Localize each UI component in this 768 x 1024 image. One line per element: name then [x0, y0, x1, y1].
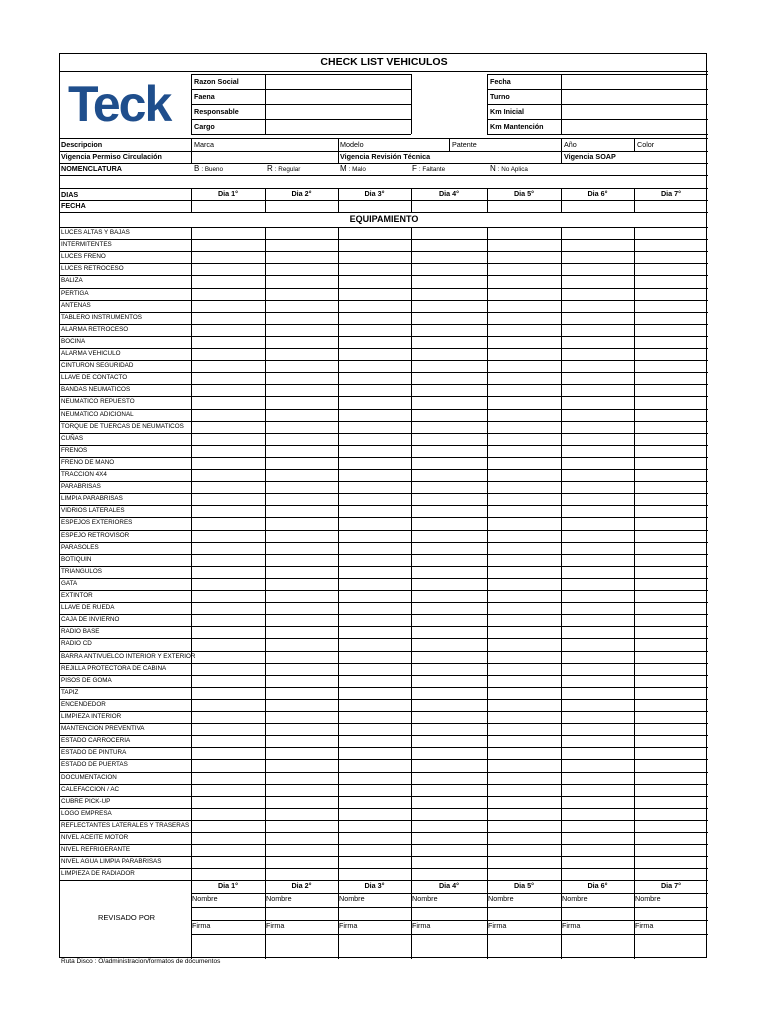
checklist-item: LIMPIA PARABRISAS	[61, 495, 123, 502]
nomen-value: : Malo	[348, 166, 366, 173]
anio-label: Año	[564, 140, 577, 149]
firma-label: Firma	[192, 921, 211, 930]
review-day-4: Dia 5°	[513, 881, 535, 890]
checklist-item: ESTADO DE PINTURA	[61, 749, 127, 756]
checklist-item: BOTIQUIN	[61, 556, 92, 563]
checklist-item: BANDAS NEUMATICOS	[61, 386, 131, 393]
checklist-item: LIMPIEZA INTERIOR	[61, 713, 122, 720]
checklist-item: NIVEL ACEITE MOTOR	[61, 834, 129, 841]
checklist-item: ALARMA VEHICULO	[61, 350, 121, 357]
day-header-0: Dia 1°	[217, 189, 239, 198]
page-title: CHECK LIST VEHICULOS	[320, 56, 448, 68]
section-title: EQUIPAMIENTO	[349, 214, 419, 224]
color-label: Color	[637, 140, 655, 149]
day-header-2: Dia 3°	[364, 189, 385, 198]
day-header-3: Dia 4°	[438, 189, 460, 198]
checklist-item: VIDRIOS LATERALES	[61, 507, 125, 514]
checklist-item: PERTIGA	[61, 290, 89, 297]
checklist-item: FRENO DE MANO	[61, 459, 115, 466]
revision-label: Vigencia Revisión Técnica	[340, 152, 431, 161]
review-day-2: Dia 3°	[364, 881, 385, 890]
nomen-key: R	[267, 164, 273, 173]
footer-path: Ruta Disco : O/administracion/formatos de documentos	[61, 958, 221, 965]
revisado-por-label: REVISADO POR	[98, 913, 156, 922]
nomen-value: : No Aplica	[497, 166, 528, 173]
checklist-item: BOCINA	[61, 338, 86, 345]
checklist-item: EXTINTOR	[61, 592, 93, 599]
header-label-0: Razon Social	[194, 77, 239, 86]
checklist-item: CALEFACCION / AC	[61, 786, 120, 793]
nomenclatura-item-4	[490, 163, 528, 176]
checklist-item: TABLERO INSTRUMENTOS	[61, 314, 142, 321]
firma-label: Firma	[635, 921, 654, 930]
header-label-r1: Turno	[490, 92, 510, 101]
checklist-item: ANTENAS	[61, 302, 91, 309]
nomenclatura-item-0	[194, 163, 223, 176]
checklist-item: NIVEL REFRIGERANTE	[61, 846, 131, 853]
teck-logo: Teck	[68, 76, 171, 132]
nombre-label: Nombre	[192, 894, 218, 903]
checklist-item: REFLECTANTES LATERALES Y TRASERAS	[61, 822, 190, 829]
checklist-item: ESTADO CARROCERIA	[61, 737, 131, 744]
nomen-key: M	[340, 164, 347, 173]
dias-label: DIAS	[61, 190, 79, 199]
checklist-item: CAJA DE INVIERNO	[61, 616, 120, 623]
checklist-item: CUÑAS	[61, 435, 84, 442]
checklist-item: NIVEL AGUA LIMPIA PARABRISAS	[61, 858, 162, 865]
checklist-item: PISOS DE GOMA	[61, 677, 112, 684]
checklist-item: ENCENDEDOR	[61, 701, 106, 708]
checklist-item: PARABRISAS	[61, 483, 101, 490]
firma-label: Firma	[412, 921, 431, 930]
review-day-5: Dia 6°	[587, 881, 608, 890]
checklist-item: ESTADO DE PUERTAS	[61, 761, 128, 768]
checklist-item: MANTENCION PREVENTIVA	[61, 725, 145, 732]
header-label-1: Faena	[194, 92, 215, 101]
checklist-item: LUCES RETROCESO	[61, 265, 124, 272]
checklist-sheet	[59, 53, 707, 958]
nombre-label: Nombre	[635, 894, 661, 903]
fecha-label: FECHA	[61, 201, 86, 210]
nomenclatura-item-3	[412, 163, 445, 176]
checklist-item: TRIANGULOS	[61, 568, 102, 575]
nomen-value: : Faltante	[418, 166, 446, 173]
checklist-item: DOCUMENTACION	[61, 774, 117, 781]
review-day-3: Dia 4°	[438, 881, 460, 890]
checklist-item: LIMPIEZA DE RADIADOR	[61, 870, 135, 877]
header-label-2: Responsable	[194, 107, 239, 116]
checklist-item: RADIO CD	[61, 640, 92, 647]
patente-label: Patente	[452, 140, 477, 149]
checklist-item: ESPEJO RETROVISOR	[61, 532, 130, 539]
checklist-item: BARRA ANTIVUELCO INTERIOR Y EXTERIOR	[61, 653, 196, 660]
firma-label: Firma	[562, 921, 581, 930]
descripcion-label: Descripcion	[61, 140, 103, 149]
checklist-item: LUCES FRENO	[61, 253, 106, 260]
nomen-key: F	[412, 164, 417, 173]
nomen-key: N	[490, 164, 496, 173]
header-label-r0: Fecha	[490, 77, 511, 86]
checklist-item: TRACCION 4X4	[61, 471, 107, 478]
modelo-label: Modelo	[340, 140, 364, 149]
review-day-6: Dia 7°	[660, 881, 682, 890]
permiso-label: Vigencia Permiso Circulación	[61, 152, 162, 161]
checklist-item: LUCES ALTAS Y BAJAS	[61, 229, 130, 236]
nombre-label: Nombre	[488, 894, 514, 903]
checklist-item: CINTURON SEGURIDAD	[61, 362, 134, 369]
checklist-item: LOGO EMPRESA	[61, 810, 112, 817]
nomenclatura-item-2	[340, 163, 366, 176]
day-header-4: Dia 5°	[513, 189, 535, 198]
checklist-item: PARASOLES	[61, 544, 99, 551]
header-label-r2: Km Inicial	[490, 107, 524, 116]
day-header-6: Dia 7°	[660, 189, 682, 198]
checklist-item: ALARMA RETROCESO	[61, 326, 129, 333]
day-header-5: Dia 6°	[587, 189, 608, 198]
header-label-3: Cargo	[194, 122, 215, 131]
checklist-item: INTERMITENTES	[61, 241, 112, 248]
nomenclatura-label: NOMENCLATURA	[61, 164, 122, 173]
nomen-key: B	[194, 164, 200, 173]
header-label-r3: Km Mantención	[490, 122, 544, 131]
checklist-item: CUBRE PICK-UP	[61, 798, 111, 805]
checklist-item: NEUMATICO ADICIONAL	[61, 411, 134, 418]
nomenclatura-item-1	[267, 163, 300, 176]
checklist-item: NEUMATICO REPUESTO	[61, 398, 135, 405]
marca-label: Marca	[194, 140, 214, 149]
firma-label: Firma	[266, 921, 285, 930]
checklist-item: TAPIZ	[61, 689, 79, 696]
checklist-item: TORQUE DE TUERCAS DE NEUMATICOS	[61, 423, 184, 430]
soap-label: Vigencia SOAP	[564, 152, 616, 161]
review-day-1: Dia 2°	[291, 881, 312, 890]
nomen-value: : Regular	[274, 166, 301, 173]
nomen-value: : Bueno	[201, 166, 224, 173]
nombre-label: Nombre	[562, 894, 588, 903]
nombre-label: Nombre	[339, 894, 365, 903]
checklist-item: BALIZA	[61, 277, 83, 284]
review-day-0: Dia 1°	[217, 881, 239, 890]
checklist-item: FRENOS	[61, 447, 88, 454]
firma-label: Firma	[339, 921, 358, 930]
checklist-item: ESPEJOS EXTERIORES	[61, 519, 133, 526]
checklist-item: LLAVE DE CONTACTO	[61, 374, 128, 381]
checklist-item: REJILLA PROTECTORA DE CABINA	[61, 665, 167, 672]
day-header-1: Dia 2°	[291, 189, 312, 198]
firma-label: Firma	[488, 921, 507, 930]
nombre-label: Nombre	[266, 894, 292, 903]
checklist-item: GATA	[61, 580, 78, 587]
nombre-label: Nombre	[412, 894, 438, 903]
checklist-item: RADIO BASE	[61, 628, 100, 635]
checklist-item: LLAVE DE RUEDA	[61, 604, 115, 611]
